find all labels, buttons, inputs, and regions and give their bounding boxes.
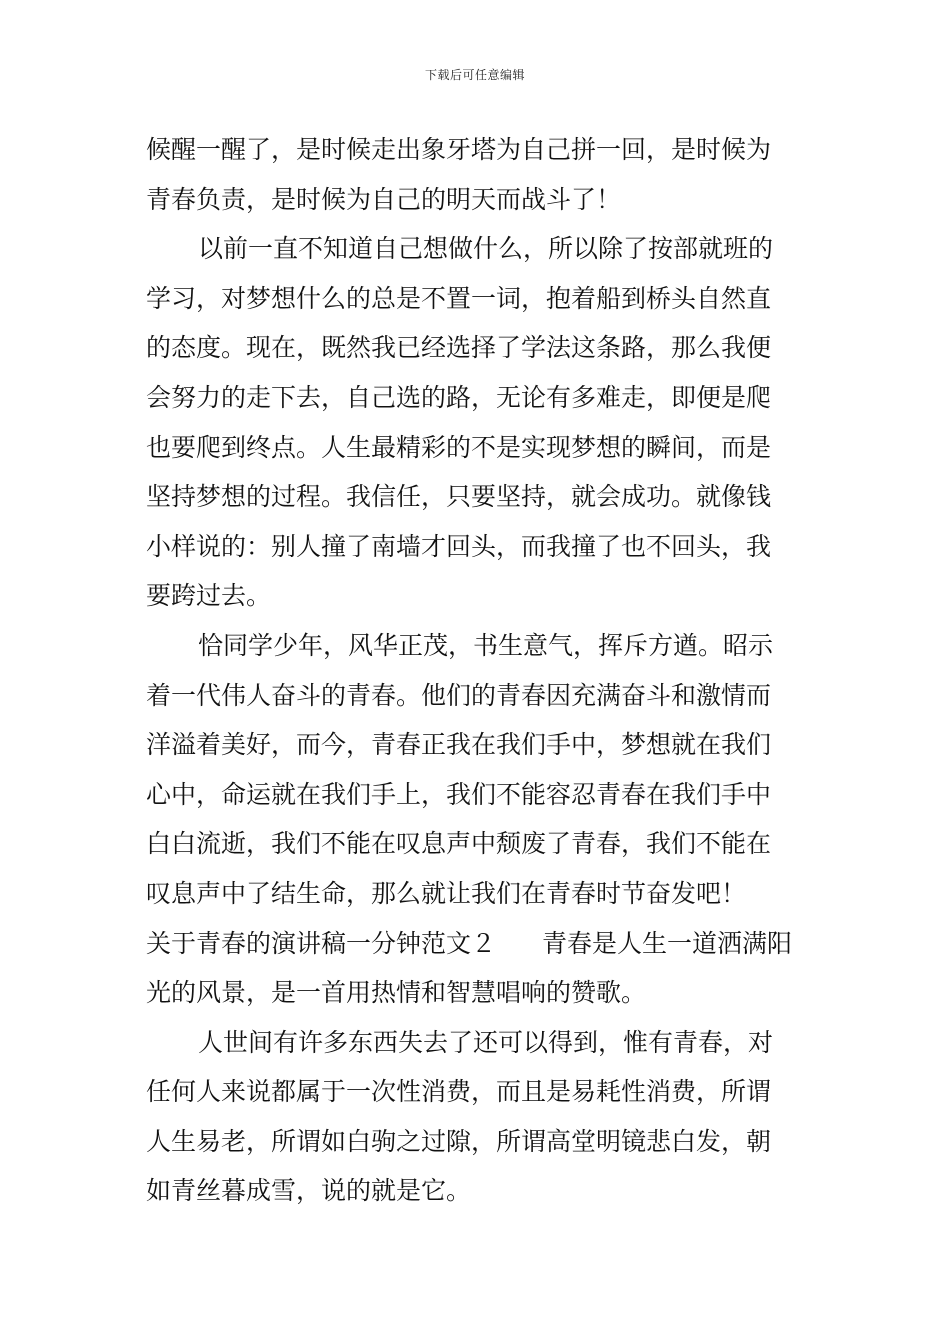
text-line: 人生易老，所谓如白驹之过隙，所谓高堂明镜悲白发，朝 [146,1126,772,1156]
text-line: 候醒一醒了，是时候走出象牙塔为自己拼一回，是时候为 [146,135,772,164]
text-line: 叹息声中了结生命，那么就让我们在青春时节奋发吧！ [146,878,747,908]
text-line: 洋溢着美好，而今，青春正我在我们手中，梦想就在我们 [146,730,772,760]
paragraph-start-line: 人世间有许多东西失去了还可以得到，惟有青春，对 [198,1027,774,1057]
section-first-sentence: 青春是人生一道洒满阳 [542,928,793,958]
paragraph-start-line: 恰同学少年，风华正茂，书生意气，挥斥方遒。昭示 [198,630,774,660]
text-line: 要跨过去。 [146,581,272,611]
paragraph-start-line: 以前一直不知道自己想做什么，所以除了按部就班的 [198,234,774,264]
text-line: 的态度。现在，既然我已经选择了学法这条路，那么我便 [146,333,772,363]
document-body [146,125,806,1216]
text-line: 会努力的走下去，自己选的路，无论有多难走，即便是爬 [146,382,772,412]
text-line: 着一代伟人奋斗的青春。他们的青春因充满奋斗和激情而 [146,680,772,710]
text-line: 光的风景，是一首用热情和智慧唱响的赞歌。 [146,978,647,1008]
text-line: 小样说的：别人撞了南墙才回头，而我撞了也不回头，我 [146,531,772,561]
page-header: 下载后可任意编辑 [424,68,525,82]
section-heading-line [146,919,806,969]
text-line: 学习，对梦想什么的总是不置一词，抱着船到桥头自然直 [146,283,772,313]
text-line: 任何人来说都属于一次性消费，而且是易耗性消费，所谓 [146,1077,772,1107]
text-line: 如青丝暮成雪，说的就是它。 [146,1176,472,1206]
text-line: 坚持梦想的过程。我信任，只要坚持，就会成功。就像钱 [146,482,772,512]
text-line: 心中，命运就在我们手上，我们不能容忍青春在我们手中 [146,779,772,809]
text-line: 白白流逝，我们不能在叹息声中颓废了青春，我们不能在 [146,829,772,859]
text-line: 青春负责，是时候为自己的明天而战斗了！ [146,184,622,214]
text-line: 也要爬到终点。人生最精彩的不是实现梦想的瞬间，而是 [146,432,772,462]
section-title: 关于青春的演讲稿一分钟范文２ [146,928,497,958]
